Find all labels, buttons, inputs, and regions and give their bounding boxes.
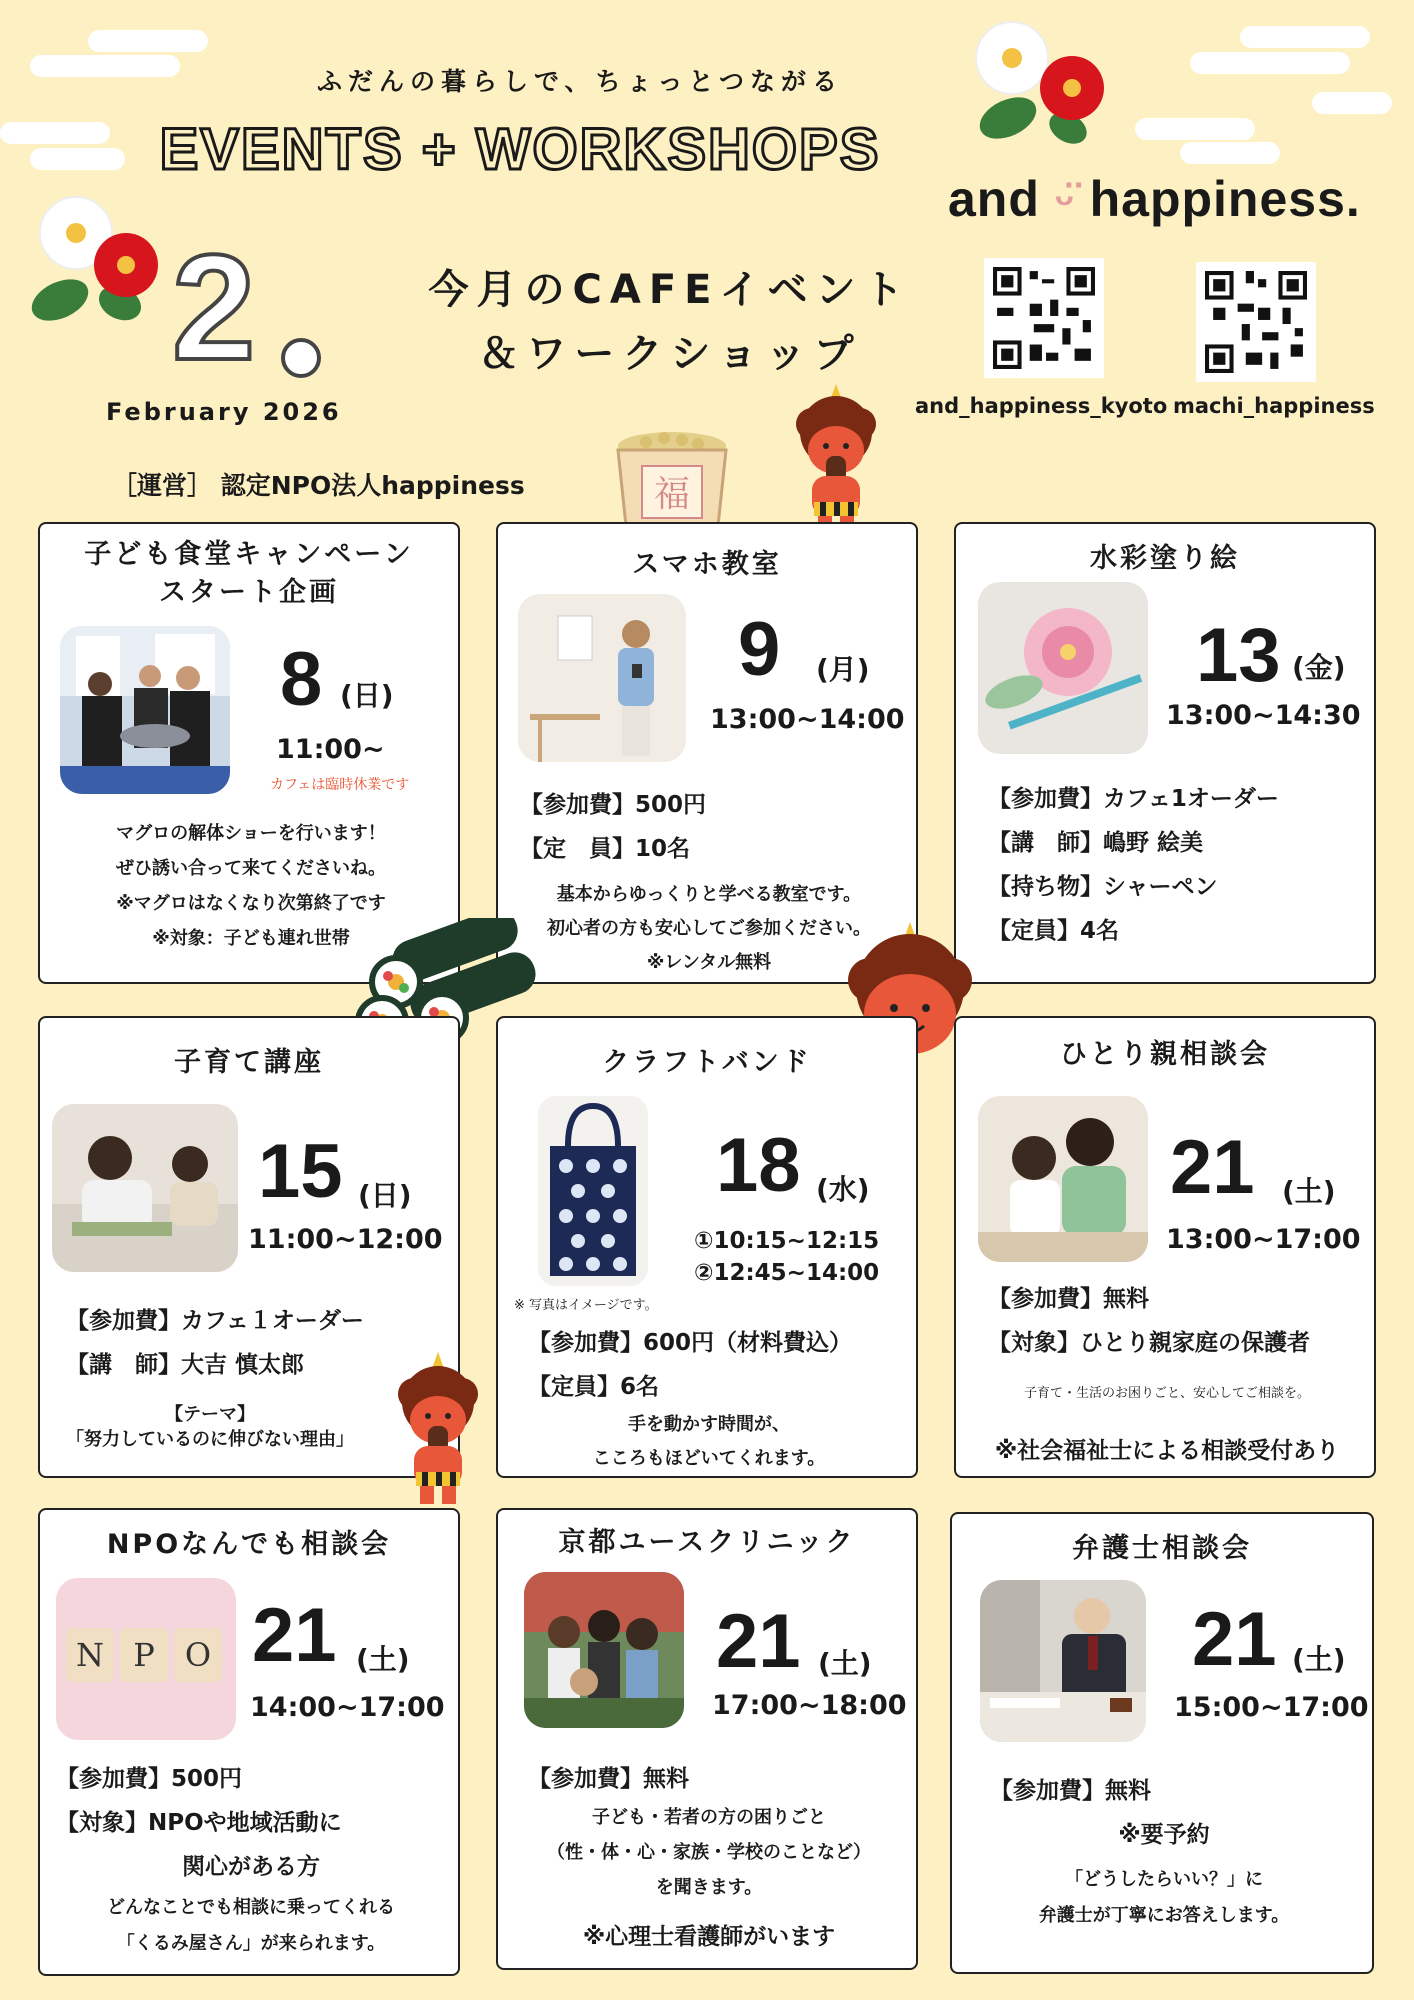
event-target: 【対象】NPOや地域活動に (56, 1810, 342, 1836)
event-fee: 【参加費】無料 (988, 1286, 1149, 1312)
event-note: ※社会福祉士による相談受付あり (994, 1438, 1340, 1464)
description-line: 弁護士が丁寧にお答えします。 (1038, 1905, 1290, 1926)
event-day: 21 (1170, 1125, 1255, 1210)
event-card-suisai[interactable] (954, 522, 1376, 984)
masu-box-icon (606, 426, 738, 530)
description-line: ※レンタル無料 (646, 952, 772, 973)
tagline: ふだんの暮らしで、ちょっとつながる (316, 67, 843, 96)
cafe-title-line2: ＆ワークショップ (478, 331, 862, 377)
camellia-flowers-icon (28, 185, 178, 330)
event-teacher: 【講 師】嶋野 絵美 (988, 830, 1204, 856)
qr-code-icon (993, 267, 1095, 369)
event-reservation: ※要予約 (1118, 1822, 1210, 1848)
qr-code-machi[interactable] (1196, 262, 1316, 382)
event-weekday: (月) (816, 653, 870, 686)
event-day: 9 (738, 607, 781, 692)
smile-icon: ᵕ̈ (1054, 174, 1075, 226)
event-weekday: (日) (340, 679, 394, 712)
event-capacity: 【定員】6名 (528, 1374, 660, 1400)
logo-happiness: happiness. (1089, 171, 1361, 227)
oni-demon-icon (782, 384, 890, 536)
month-number: 2 (172, 223, 256, 391)
event-title: 京都ユースクリニック (558, 1527, 856, 1558)
description-line: こころもほどいてくれます。 (592, 1448, 826, 1469)
event-weekday: (土) (356, 1643, 410, 1676)
event-weekday: (土) (1282, 1175, 1336, 1208)
event-photo-lawyer (980, 1580, 1146, 1742)
cloud-decoration (1240, 26, 1370, 48)
description-line: 初心者の方も安心してご参加ください。 (547, 918, 871, 939)
event-card-npo[interactable] (38, 1508, 460, 1976)
event-fee: 【参加費】600円（材料費込） (528, 1330, 853, 1356)
event-day: 18 (716, 1123, 801, 1208)
description-line: 子ども・若者の方の困りごと (592, 1807, 826, 1828)
description-line: 手を動かす時間が、 (628, 1414, 790, 1435)
description-line: （性・体・心・家族・学校のことなど） (547, 1842, 871, 1863)
npo-block: N (66, 1628, 114, 1682)
cafe-title (380, 258, 960, 386)
event-title: 子育て講座 (174, 1047, 324, 1078)
event-title: ひとり親相談会 (1060, 1039, 1270, 1070)
event-description: 子育て・生活のお困りごと、安心してご相談を。 (1023, 1386, 1310, 1401)
event-card-youth-clinic[interactable] (496, 1508, 918, 1970)
event-weekday: (日) (358, 1179, 412, 1212)
npo-block: P (120, 1628, 168, 1682)
event-weekday: (土) (818, 1647, 872, 1680)
cloud-decoration (30, 148, 125, 170)
event-theme (60, 1402, 360, 1452)
description-line: ※マグロはなくなり次第終了です (116, 893, 386, 914)
event-day: 21 (716, 1599, 801, 1684)
event-photo-single-parent (978, 1096, 1148, 1262)
event-title: スマホ教室 (632, 549, 782, 580)
event-note: ※心理士看護師がいます (582, 1924, 836, 1950)
photo-note: ※ 写真はイメージです。 (514, 1298, 658, 1313)
description-line: 「どうしたらいい？」に (1065, 1869, 1263, 1890)
event-day: 21 (252, 1593, 337, 1678)
event-weekday: (土) (1292, 1643, 1346, 1676)
event-fee: 【参加費】カフェ1オーダー (988, 786, 1279, 812)
event-title-line1: 子ども食堂キャンペーン (84, 539, 414, 570)
event-time-2: ②12:45~14:00 (694, 1260, 880, 1286)
month-dot (281, 338, 321, 378)
cloud-decoration (0, 122, 110, 144)
event-target-cont: 関心がある方 (182, 1854, 320, 1880)
description-line: を聞きます。 (655, 1877, 763, 1898)
theme-label: 【テーマ】 (165, 1404, 255, 1425)
event-capacity: 【定員】4名 (988, 918, 1120, 944)
event-title: 水彩塗り絵 (1090, 543, 1240, 574)
masu-character: 福 (653, 474, 691, 515)
logo-and: and (948, 171, 1040, 227)
cloud-decoration (1312, 92, 1392, 114)
event-teacher: 【講 師】大吉 慎太郎 (66, 1352, 305, 1378)
cloud-decoration (1190, 52, 1350, 74)
event-card-bengoshi[interactable] (950, 1512, 1374, 1974)
description-line: マグロの解体ショーを行います！ (116, 823, 386, 844)
description-line: ぜひ誘い合って来てくださいね。 (116, 858, 386, 879)
event-fee: 【参加費】500円 (520, 792, 707, 818)
event-day: 21 (1192, 1597, 1277, 1682)
event-fee: 【参加費】無料 (528, 1766, 689, 1792)
event-target: 【対象】ひとり親家庭の保護者 (988, 1330, 1310, 1356)
cafe-title-line1: 今月のCAFEイベント (428, 267, 912, 313)
event-card-hitorioya[interactable] (954, 1016, 1376, 1478)
event-description (952, 1862, 1376, 1934)
event-time: 11:00~12:00 (248, 1224, 443, 1255)
npo-blocks (66, 1628, 222, 1682)
qr-code-kyoto[interactable] (984, 258, 1104, 378)
event-photo-watercolor (978, 582, 1148, 754)
event-title: NPOなんでも相談会 (106, 1529, 392, 1560)
event-time: 11:00~ (276, 734, 385, 765)
description-line: ※対象：子ども連れ世帯 (152, 928, 350, 949)
theme-text: 「努力しているのに伸びない理由」 (66, 1429, 354, 1450)
brand-logo (948, 170, 1361, 228)
event-title-line2: スタート企画 (159, 577, 339, 608)
event-day: 15 (258, 1129, 343, 1214)
instagram-handle-machi[interactable]: machi_happiness (1173, 394, 1375, 418)
event-closed-note: カフェは臨時休業です (270, 777, 410, 793)
event-time: 13:00~17:00 (1166, 1224, 1361, 1255)
event-day: 8 (280, 637, 323, 722)
instagram-handle-kyoto[interactable]: and_happiness_kyoto (915, 394, 1168, 418)
event-time-1: ①10:15~12:15 (694, 1228, 880, 1254)
operator-label: ［運営］ 認定NPO法人happiness (112, 471, 525, 500)
event-photo-smartphone (518, 594, 686, 762)
oni-demon-icon (386, 1352, 490, 1512)
event-time: 15:00~17:00 (1174, 1692, 1369, 1723)
event-card-craft-band[interactable] (496, 1016, 918, 1478)
event-time: 14:00~17:00 (250, 1692, 445, 1723)
event-fee: 【参加費】無料 (990, 1778, 1151, 1804)
cloud-decoration (30, 55, 180, 77)
event-items: 【持ち物】シャーペン (988, 874, 1218, 900)
event-time: 13:00~14:00 (710, 704, 905, 735)
event-weekday: (金) (1292, 651, 1346, 684)
event-title: 弁護士相談会 (1072, 1533, 1252, 1564)
cloud-decoration (1180, 142, 1280, 164)
qr-code-icon (1205, 271, 1307, 373)
event-time: 13:00~14:30 (1166, 700, 1361, 731)
event-description (498, 1800, 920, 1905)
cloud-decoration (88, 30, 208, 52)
event-time: 17:00~18:00 (712, 1690, 907, 1721)
event-fee: 【参加費】500円 (56, 1766, 243, 1792)
cloud-decoration (1135, 118, 1255, 140)
description-line: 基本からゆっくりと学べる教室です。 (556, 884, 862, 905)
event-description (40, 1890, 462, 1962)
events-title: EVENTS + WORKSHOPS (159, 117, 881, 182)
event-day: 13 (1196, 613, 1281, 698)
event-photo-craft-bag (538, 1096, 648, 1286)
event-card-kodomo-shokudo[interactable] (38, 522, 460, 984)
event-photo-tuna-show (60, 626, 230, 794)
event-weekday: (水) (816, 1173, 870, 1206)
event-photo-npo-blocks (56, 1578, 236, 1740)
event-photo-youth-group (524, 1572, 684, 1728)
description-line: どんなことでも相談に乗ってくれる (107, 1897, 395, 1918)
description-line: 「くるみ屋さん」が来られます。 (116, 1933, 386, 1954)
event-title: クラフトバンド (602, 1047, 812, 1078)
event-description (498, 1408, 920, 1476)
camellia-flowers-icon (970, 10, 1120, 150)
event-capacity: 【定 員】10名 (520, 836, 691, 862)
event-fee: 【参加費】カフェ１オーダー (66, 1308, 364, 1334)
event-photo-parenting (52, 1104, 238, 1272)
month-english: February 2026 (106, 398, 342, 426)
event-card-sumaho[interactable] (496, 522, 918, 984)
npo-block: O (174, 1628, 222, 1682)
event-title (40, 536, 458, 612)
